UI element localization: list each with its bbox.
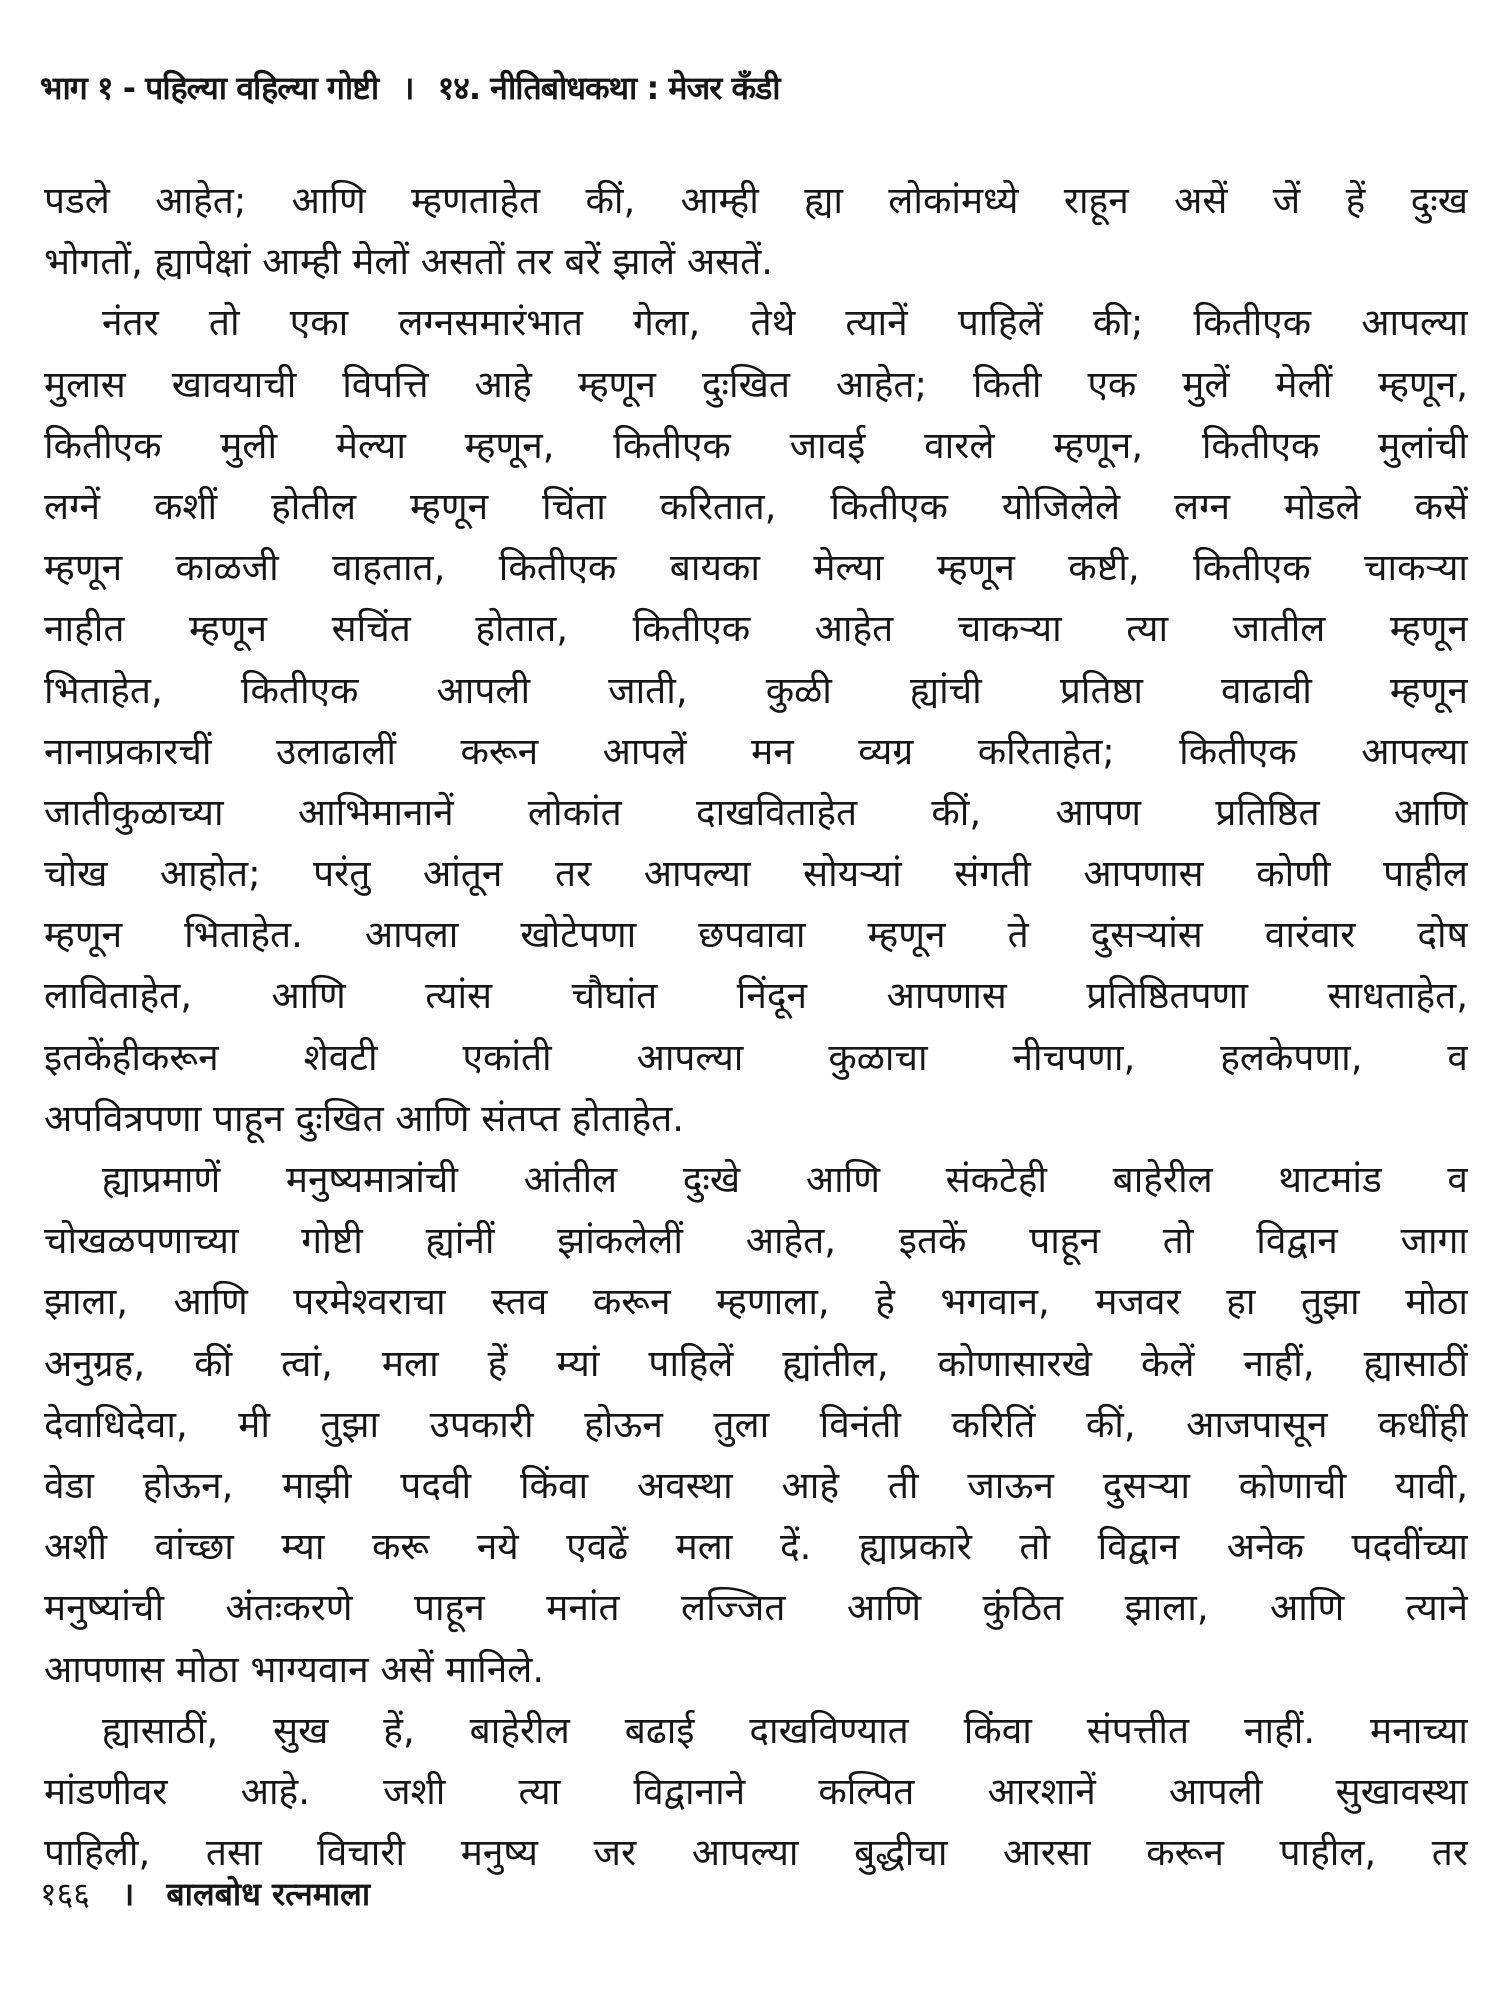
footer-separator: ।: [122, 1875, 135, 1913]
page-body-text: [44, 170, 1468, 1883]
text-line: नंतर तो एका लग्नसमारंभात गेला, तेथे त्यानें पाहिलें की; कितीएक आपल्या: [102, 301, 1468, 345]
text-line: आपणास मोठा भाग्यवान असें मानिले.: [44, 1647, 545, 1691]
text-line: म्हणून भिताहेत. आपला खोटेपणा छपवावा म्हणून ते दुसऱ्यांस वारंवार दोष: [44, 913, 1468, 957]
text-line: नाहीत म्हणून सचिंत होतात, कितीएक आहेत चाकऱ्या त्या जातील म्हणून: [44, 607, 1468, 651]
text-line: मांडणीवर आहे. जशी त्या विद्वानाने कल्पित आरशानें आपली सुखावस्था: [44, 1769, 1468, 1813]
text-line: चोख आहोत; परंतु आंतून तर आपल्या सोयऱ्यां संगती आपणास कोणी पाहील: [44, 852, 1468, 896]
text-line: अनुग्रह, कीं त्वां, मला हें म्यां पाहिलें ह्यांतील, कोणासारखे केलें नाहीं, ह्यासाठीं: [44, 1341, 1468, 1385]
text-line: भिताहेत, कितीएक आपली जाती, कुळी ह्यांची प्रतिष्ठा वाढावी म्हणून: [44, 668, 1468, 712]
text-line: पाहिली, तसा विचारी मनुष्य जर आपल्या बुद्धीचा आरसा करून पाहील, तर: [44, 1831, 1468, 1875]
text-line: अपवित्रपणा पाहून दुःखित आणि संतप्त होताहेत.: [44, 1096, 684, 1140]
text-line: देवाधिदेवा, मी तुझा उपकारी होऊन तुला विनंती करितिं कीं, आजपासून कधींही: [44, 1402, 1468, 1446]
text-line: चोखळपणाच्या गोष्टी ह्यांनीं झांकलेलीं आहेत, इतकें पाहून तो विद्वान जागा: [44, 1219, 1468, 1263]
text-line: नानाप्रकारचीं उलाढालीं करून आपलें मन व्यग्र करिताहेत; कितीएक आपल्या: [44, 729, 1468, 773]
header-chapter: १४. नीतिबोधकथा : मेजर कँडी: [437, 69, 780, 107]
text-line: म्हणून काळजी वाहतात, कितीएक बायका मेल्या म्हणून कष्टी, कितीएक चाकऱ्या: [44, 546, 1468, 590]
text-line: लग्नें कशीं होतील म्हणून चिंता करितात, कितीएक योजिलेले लग्न मोडले कसें: [44, 484, 1468, 528]
text-line: जातीकुळाच्या आभिमानानें लोकांत दाखविताहेत कीं, आपण प्रतिष्ठित आणि: [44, 790, 1468, 834]
text-line: भोगतों, ह्यापेक्षां आम्ही मेलों असतों तर बरें झालें असतें.: [44, 240, 773, 284]
running-footer: [40, 1872, 370, 1915]
text-line: ह्यासाठीं, सुख हें, बाहेरील बढाई दाखविण्यात किंवा संपत्तीत नाहीं. मनाच्या: [102, 1708, 1468, 1752]
text-line: मुलास खावयाची विपत्ति आहे म्हणून दुःखित आहेत; किती एक मुलें मेलीं म्हणून,: [44, 362, 1468, 406]
page-number: १६६: [40, 1875, 90, 1913]
text-line: ह्याप्रमाणें मनुष्यमात्रांची आंतील दुःखे आणि संकटेही बाहेरील थाटमांड व: [102, 1158, 1468, 1201]
header-part: भाग १ - पहिल्या वहिल्या गोष्टी: [40, 69, 379, 107]
text-line: झाला, आणि परमेश्वराचा स्तव करून म्हणाला, हे भगवान, मजवर हा तुझा मोठा: [44, 1280, 1468, 1324]
text-line: वेडा होऊन, माझी पदवी किंवा अवस्था आहे ती जाऊन दुसऱ्या कोणाची यावी,: [44, 1463, 1468, 1507]
text-line: इतकेंहीकरून शेवटी एकांती आपल्या कुळाचा नीचपणा, हलकेपणा, व: [44, 1035, 1468, 1079]
text-line: पडले आहेत; आणि म्हणताहेत कीं, आम्ही ह्या लोकांमध्ये राहून असें जें हें दुःख: [44, 179, 1468, 222]
text-line: मनुष्यांची अंतःकरणे पाहून मनांत लज्जित आणि कुंठित झाला, आणि त्याने: [44, 1586, 1468, 1630]
book-title: बालबोध रत्नमाला: [166, 1875, 371, 1913]
text-line: कितीएक मुली मेल्या म्हणून, कितीएक जावई वारले म्हणून, कितीएक मुलांची: [44, 423, 1468, 467]
text-line: अशी वांच्छा म्या करू नये एवढें मला दें. ह्याप्रकारे तो विद्वान अनेक पदवींच्या: [44, 1525, 1468, 1569]
running-header: [40, 66, 780, 109]
header-separator: ।: [402, 69, 414, 107]
text-line: लाविताहेत, आणि त्यांस चौघांत निंदून आपणास प्रतिष्ठितपणा साधताहेत,: [44, 974, 1468, 1018]
